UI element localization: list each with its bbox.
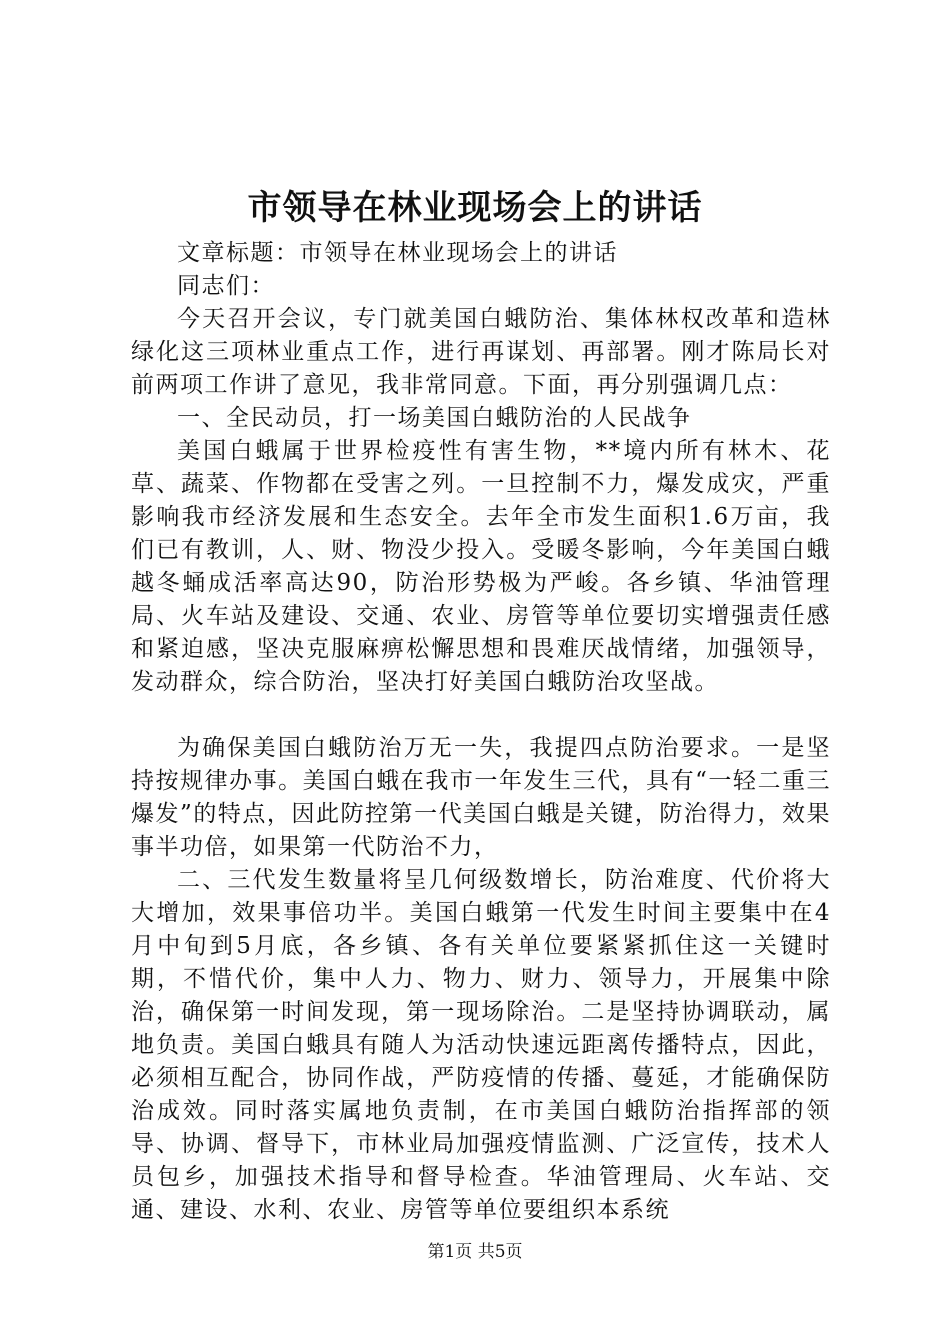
body-paragraph: 美国白蛾属于世界检疫性有害生物，**境内所有林木、花草、蔬菜、作物都在受害之列。一旦控制不力，爆发成灾，严重影响我市经济发展和生态安全。去年全市发生面积1.6万亩，我们已有教训，人、财、物没少投入。受暖冬影响，今年美国白蛾越冬蛹成活率高达90，防治形势极为严峻。各乡镇、华油管理局、火车站及建设、交通、农业、房管等单位要切实增强责任感和紧迫感，坚决克服麻痹松懈思想和畏难厌战情绪，加强领导，发动群众，综合防治，坚决打好美国白蛾防治攻坚战。	[131, 438, 831, 695]
body-paragraph: 为确保美国白蛾防治万无一失，我提四点防治要求。一是坚持按规律办事。美国白蛾在我市一年发生三代，具有“一轻二重三爆发”的特点，因此防控第一代美国白蛾是关键，防治得力，效果事半功倍，如果第一代防治不力，	[131, 735, 831, 860]
document-title: 市领导在林业现场会上的讲话	[247, 188, 703, 228]
article-title-line: 文章标题：市领导在林业现场会上的讲话	[177, 240, 618, 266]
document-body	[131, 237, 831, 1227]
body-paragraph: 二、三代发生数量将呈几何级数增长，防治难度、代价将大大增加，效果事倍功半。美国白蛾第一代发生时间主要集中在4月中旬到5月底，各乡镇、各有关单位要紧紧抓住这一关键时期，不惜代价，集中人力、物力、财力、领导力，开展集中除治，确保第一时间发现，第一现场除治。二是坚持协调联动，属地负责。美国白蛾具有随人为活动快速远距离传播特点，因此，必须相互配合，协同作战，严防疫情的传播、蔓延，才能确保防治成效。同时落实属地负责制，在市美国白蛾防治指挥部的领导、协调、督导下，市林业局加强疫情监测、广泛宣传，技术人员包乡，加强技术指导和督导检查。华油管理局、火车站、交通、建设、水利、农业、房管等单位要组织本系统	[131, 867, 831, 1223]
salutation: 同志们：	[177, 273, 275, 299]
page-number-footer: 第1页 共5页	[427, 1242, 523, 1262]
body-paragraph: 今天召开会议，专门就美国白蛾防治、集体林权改革和造林绿化这三项林业重点工作，进行再谋划、再部署。刚才陈局长对前两项工作讲了意见，我非常同意。下面，再分别强调几点：	[131, 306, 831, 398]
section-heading: 一、全民动员，打一场美国白蛾防治的人民战争	[177, 405, 692, 431]
